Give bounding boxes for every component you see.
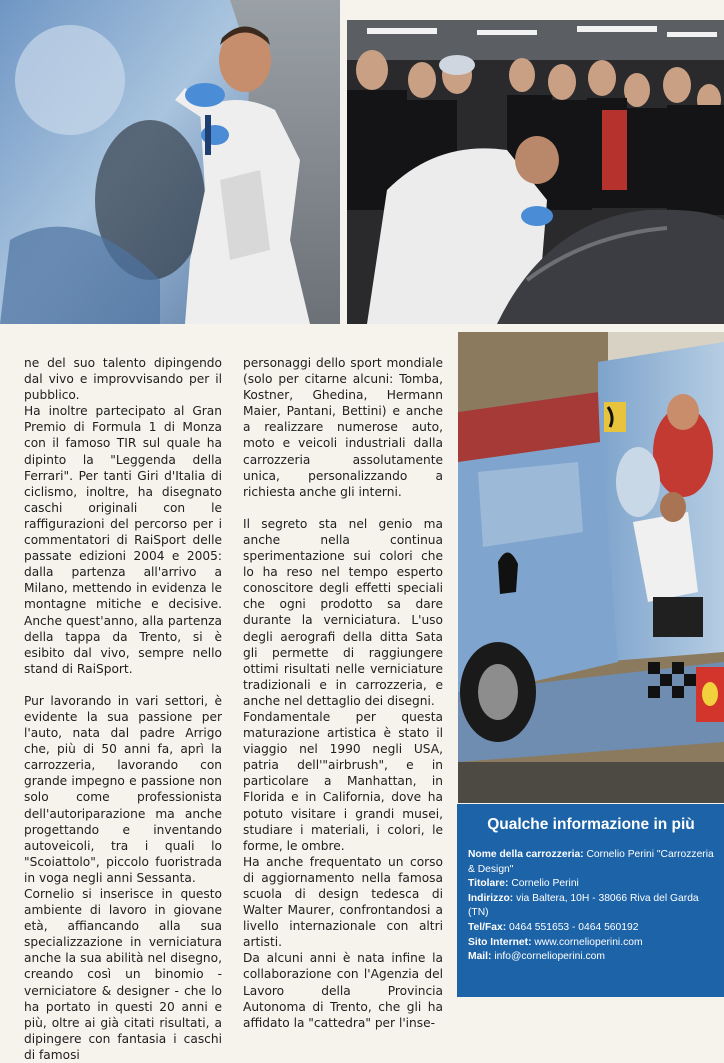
paragraph: personaggi dello sport mondiale (solo per citarne alcuni: Tomba, Kostner, Ghedina, Hermann Maier, Pantani, Bettini) e anche a realizzare numerose auto, moto e veicoli industriali dalla carrozzeria assolutamente unica, personalizzando a richiesta anche gli interni. xyxy=(243,356,443,499)
info-label: Tel/Fax: xyxy=(468,921,507,933)
info-row-phone xyxy=(468,921,714,936)
photo-live-exhibition-crowd xyxy=(347,20,724,324)
info-row-address xyxy=(468,892,714,921)
info-label: Sito Internet: xyxy=(468,936,532,948)
article-column-left xyxy=(24,355,222,1063)
paragraph: Da alcuni anni è nata infine la collaborazione con l'Agenzia del Lavoro della Provincia Autonoma di Trento, che gli ha affidato la "cattedra" per l'inse- xyxy=(243,951,443,1030)
paragraph: Cornelio si inserisce in questo ambiente di lavoro in giovane età, affiancando alla sua specializzazione in verniciatura anche la sua abilità nel disegno, creando così un binomio - verniciatore & designer - che lo ha portato in questi 20 anni e più, oltre ai già citati risultati, a dipingere con fantasia i caschi di famosi xyxy=(24,887,222,1062)
info-row-owner xyxy=(468,877,714,892)
info-label: Mail: xyxy=(468,951,492,963)
info-value: Cornelio Perini "Carrozzeria & Design" xyxy=(468,849,714,875)
email-link[interactable]: info@cornelioperini.com xyxy=(494,951,605,963)
website-link[interactable]: www.cornelioperini.com xyxy=(534,936,643,948)
info-value: Cornelio Perini xyxy=(511,878,579,890)
info-box-title: Qualche informazione in più xyxy=(487,816,695,833)
article-column-middle xyxy=(243,355,443,1031)
paragraph: Il segreto sta nel genio ma anche nella continua sperimentazione sui colori che lo ha reso nel tempo esperto conoscitore degli effetti speciali che ogni prodotto sa dare durante la verniciatura. L'uso degli aerografi della ditta Sata gli permette di raggiungere ottimi risultati nelle verniciature tradizionali e in carrozzeria, e anche nel dettaglio dei disegni. xyxy=(243,516,443,708)
paragraph: Pur lavorando in vari settori, è evidente la sua passione per l'auto, nata dal padre Arrigo che, più di 50 anni fa, aprì la carrozzeria, lavorando con grande impegno e passione non solo come professionista dell'autoriparazione ma anche progettando e inventando autoveicoli, tra i quali lo "Scoiattolo", piccolo fuoristrada in voga negli anni Sessanta. xyxy=(24,693,222,885)
info-value: 0464 551653 - 0464 560192 xyxy=(509,921,639,933)
info-box-body xyxy=(468,848,714,965)
info-box xyxy=(457,804,724,997)
info-row-name xyxy=(468,848,714,877)
photo-airbrush-artist-car xyxy=(0,0,340,324)
info-label: Nome della carrozzeria: xyxy=(468,849,584,860)
paragraph: Ha anche frequentato un corso di aggiornamento nella famosa scuola di design tedesca di Walter Maurer, confrontandosi a livello internazionale con altri artisti. xyxy=(243,854,443,950)
info-label: Indirizzo: xyxy=(468,892,514,904)
paragraph: ne del suo talento dipingendo dal vivo e improvvisando per il pubblico. xyxy=(24,356,222,403)
paragraph: Ha inoltre partecipato al Gran Premio di Formula 1 di Monza con il famoso TIR sul quale ha dipinto la "Leggenda della Ferrari". Per tanti Giri d'Italia di ciclismo, inoltre, ha disegnato caschi originali con le raffigurazioni del percorso per i commentatori di RaiSport delle passate edizioni 2004 e 2005: dalla partenza all'arrivo a Milano, mettendo in evidenza le montagne mitiche e decisive. Anche quest'anno, alla partenza della tappa da Trento, si è esibito dal vivo, sempre nello stand di RaiSport. xyxy=(24,404,222,676)
info-value: via Baltera, 10H - 38066 Riva del Garda (TN) xyxy=(468,892,699,919)
info-row-mail xyxy=(468,950,714,965)
photo-painted-truck xyxy=(458,332,724,803)
paragraph: Fondamentale per questa maturazione artistica è stato il viaggio nel 1990 negli USA, patria dell'"airbrush", e in particolare a Manhattan, in Florida e in California, dove ha potuto visitare i grandi musei, studiare i materiali, i colori, le forme, le ombre. xyxy=(243,709,443,853)
info-label: Titolare: xyxy=(468,878,509,890)
info-row-website xyxy=(468,936,714,951)
